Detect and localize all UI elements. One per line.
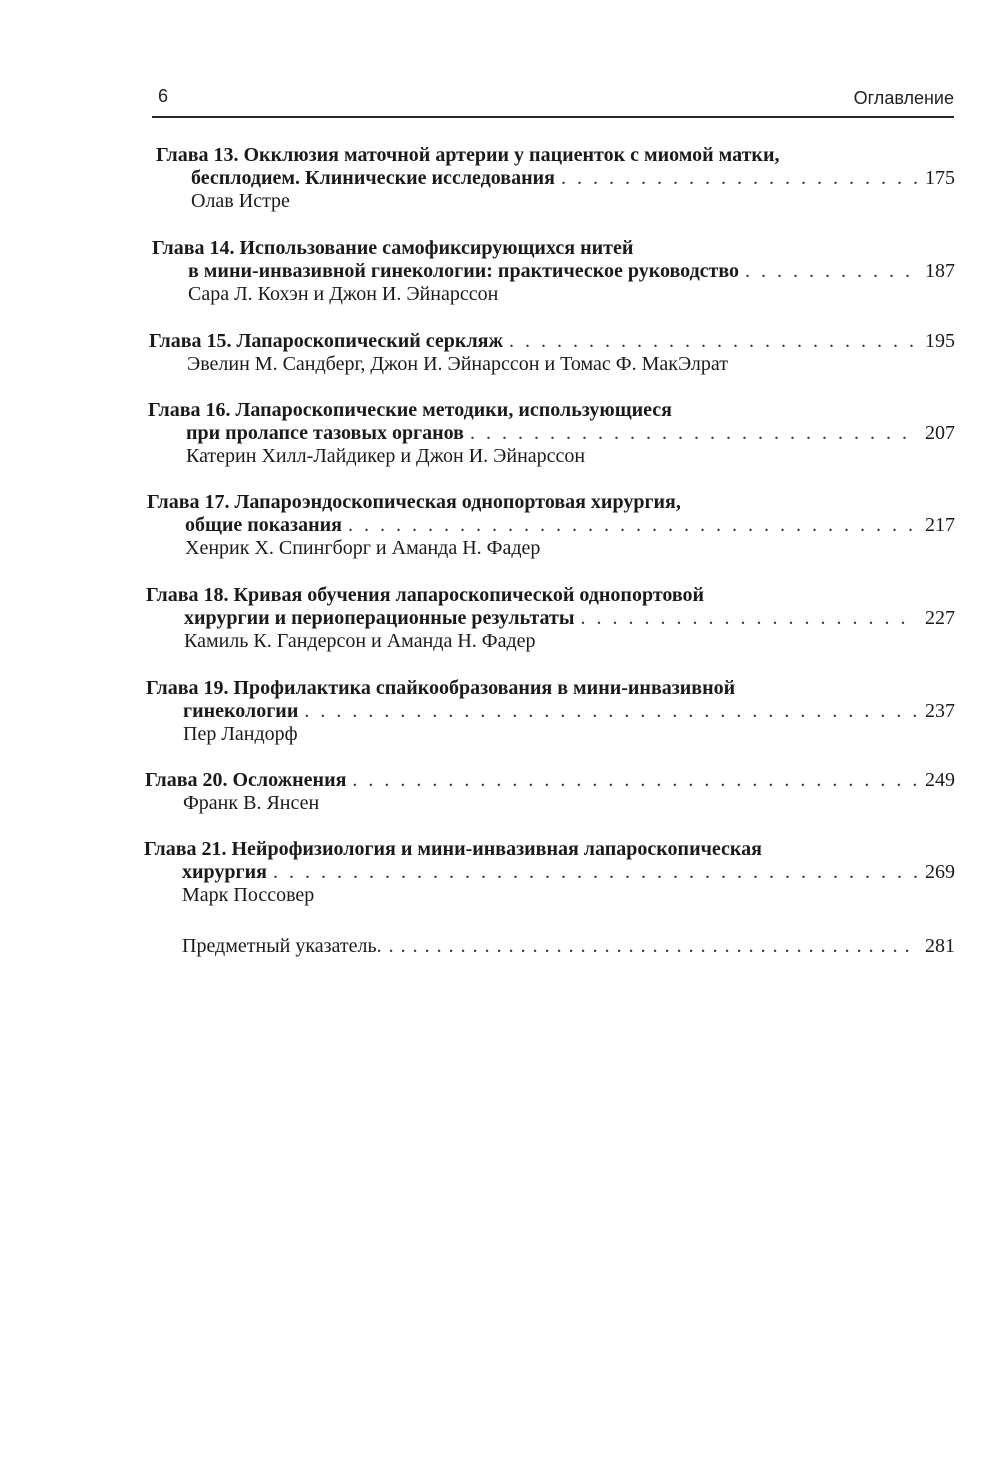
chapter-page-number: 249 [925, 769, 955, 791]
chapter-authors: Эвелин М. Сандберг, Джон И. Эйнарссон и Томас Ф. МакЭлрат [187, 353, 728, 375]
chapter-title-line-1 [140, 769, 955, 792]
toc-entry-chapter-17 [140, 491, 955, 560]
chapter-page-number: 217 [925, 514, 955, 536]
chapter-title-text: Глава 15. Лапароскопический серкляж [149, 330, 503, 352]
leader-dots [377, 935, 917, 958]
chapter-page-number: 237 [925, 700, 955, 722]
chapter-page-number: 269 [925, 861, 955, 883]
chapter-title-text: хирургия [182, 861, 267, 883]
chapter-page-number: 195 [925, 330, 955, 352]
chapter-authors: Франк В. Янсен [183, 792, 320, 814]
toc-entry-chapter-20 [140, 769, 955, 815]
chapter-title-line-1: Глава 18. Кривая обучения лапароскопической однопортовой [146, 584, 705, 606]
chapter-page-number: 207 [925, 422, 955, 444]
chapter-title-line-1: Глава 17. Лапароэндоскопическая однопортовая хирургия, [147, 491, 681, 513]
toc-entry-chapter-14 [140, 237, 955, 306]
chapter-title-text: Глава 20. Осложнения [145, 769, 347, 791]
chapter-title-text: гинекологии [183, 700, 299, 722]
page-header [152, 86, 954, 118]
toc-entry-chapter-19 [140, 677, 955, 746]
page-number: 6 [158, 86, 169, 106]
chapter-authors: Пер Ландорф [183, 723, 298, 745]
chapter-title-text: бесплодием. Клинические исследования [191, 167, 555, 189]
chapter-title-line-2 [140, 260, 955, 283]
chapter-page-number: 187 [925, 260, 955, 282]
toc-entry-chapter-16 [140, 399, 955, 468]
index-page-number: 281 [925, 935, 955, 957]
index-label: Предметный указатель [182, 935, 377, 957]
header-rule [152, 116, 954, 118]
leader-dots [342, 514, 917, 537]
toc-entry-chapter-21 [140, 838, 955, 907]
leader-dots [346, 769, 917, 792]
chapter-title-line-1 [140, 330, 955, 353]
chapter-title-line-1: Глава 21. Нейрофизиология и мини-инвазивная лапароскопическая [144, 838, 762, 860]
chapter-title-line-2 [140, 861, 955, 884]
chapter-title-line-1: Глава 14. Использование самофиксирующихся нитей [152, 237, 634, 259]
leader-dots [503, 330, 917, 353]
leader-dots [464, 422, 917, 445]
chapter-title-line-2 [140, 167, 955, 190]
chapter-authors: Камиль К. Гандерсон и Аманда Н. Фадер [184, 630, 536, 652]
chapter-title-line-2 [140, 700, 955, 723]
toc-entry-chapter-13 [140, 144, 955, 213]
chapter-page-number: 227 [925, 607, 955, 629]
chapter-title-line-1: Глава 13. Окклюзия маточной артерии у пациенток с миомой матки, [156, 144, 780, 166]
chapter-title-line-2 [140, 514, 955, 537]
toc-entry-chapter-18 [140, 584, 955, 653]
toc-entry-chapter-15 [140, 330, 955, 376]
chapter-authors: Марк Поссовер [182, 884, 315, 906]
chapter-title-line-2 [140, 422, 955, 445]
leader-dots [574, 607, 917, 630]
leader-dots [298, 700, 917, 723]
chapter-title-text: хирургии и периоперационные результаты [184, 607, 575, 629]
running-title: Оглавление [853, 88, 954, 108]
toc-entry-index [140, 935, 955, 958]
chapter-title-text: общие показания [185, 514, 342, 536]
leader-dots [555, 167, 917, 190]
chapter-authors: Сара Л. Кохэн и Джон И. Эйнарссон [188, 283, 499, 305]
chapter-authors: Хенрик Х. Спингборг и Аманда Н. Фадер [185, 537, 541, 559]
chapter-page-number: 175 [925, 167, 955, 189]
leader-dots [739, 260, 917, 283]
chapter-authors: Катерин Хилл-Лайдикер и Джон И. Эйнарссон [186, 445, 586, 467]
chapter-authors: Олав Истре [191, 190, 290, 212]
leader-dots [267, 861, 917, 884]
chapter-title-line-2 [140, 607, 955, 630]
chapter-title-text: в мини-инвазивной гинекологии: практическое руководство [188, 260, 740, 282]
index-line [140, 935, 955, 958]
chapter-title-line-1: Глава 19. Профилактика спайкообразования в мини-инвазивной [146, 677, 736, 699]
chapter-title-text: при пролапсе тазовых органов [186, 422, 464, 444]
chapter-title-line-1: Глава 16. Лапароскопические методики, использующиеся [148, 399, 672, 421]
